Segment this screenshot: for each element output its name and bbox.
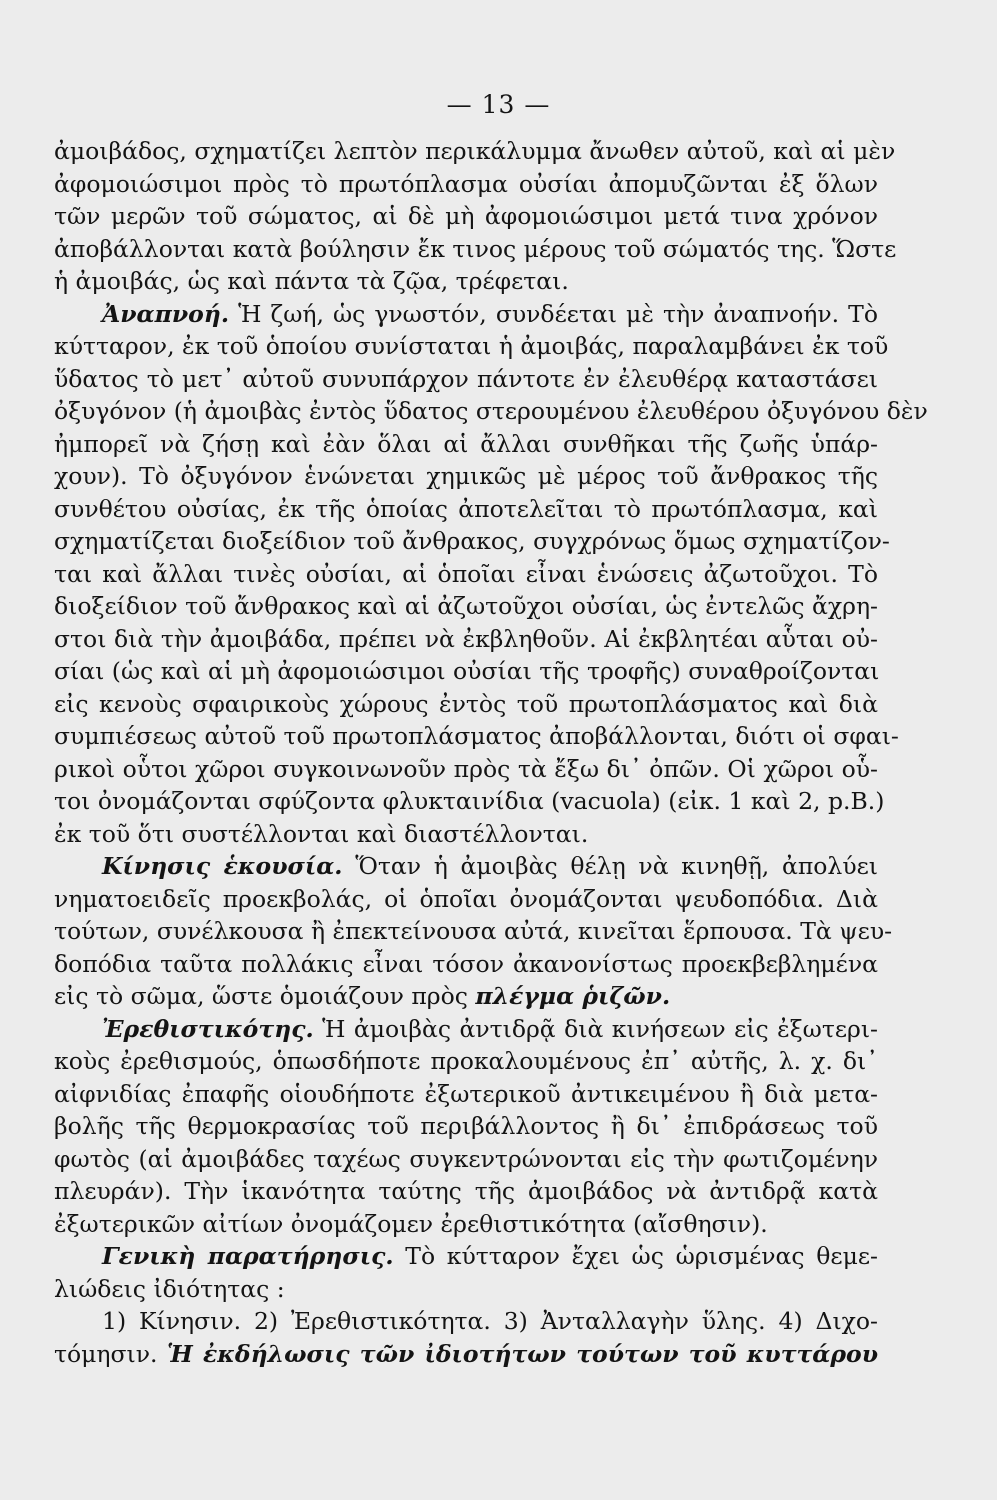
line-text: τοι ὀνομάζονται σφύζοντα φλυκταινίδια (vacuola) (εἰκ. 1 καὶ 2, p.B.) <box>54 787 885 815</box>
emphasis-text: Ἐρεθιστικότης. <box>102 1014 314 1043</box>
text-line <box>54 558 878 591</box>
text-line <box>54 1240 878 1273</box>
emphasis-text: Ἡ ἐκδήλωσις τῶν ἰδιοτήτων τούτων τοῦ κυττάρου <box>167 1339 879 1368</box>
text-line <box>54 298 878 331</box>
text-line <box>54 233 897 266</box>
text-line <box>54 1208 878 1241</box>
line-text: ἐκ τοῦ ὅτι συστέλλονται καὶ διαστέλλονται. <box>54 819 589 848</box>
text-line <box>54 948 878 981</box>
text-line <box>54 460 878 493</box>
text-line <box>54 818 878 851</box>
text-line <box>54 590 878 623</box>
line-text: ἀφομοιώσιμοι πρὸς τὸ πρωτόπλασμα οὐσίαι ἀπομυζῶνται ἐξ ὅλων <box>54 169 878 198</box>
line-text: Ὅταν ἡ ἀμοιβὰς θέλῃ νὰ κινηθῇ, ἀπολύει <box>342 852 879 880</box>
line-text: συνθέτου οὐσίας, ἐκ τῆς ὁποίας ἀποτελεῖται τὸ πρωτόπλασμα, καὶ <box>54 494 878 523</box>
line-text: κύτταρον, ἐκ τοῦ ὁποίου συνίσταται ἡ ἀμοιβάς, παραλαμβάνει ἐκ τοῦ <box>54 332 889 360</box>
line-text: αἰφνιδίας ἐπαφῆς οἱουδήποτε ἐξωτερικοῦ ἀντικειμένου ἢ διὰ μετα- <box>54 1079 878 1108</box>
emphasis-text: πλέγμα ῥιζῶν. <box>475 982 671 1010</box>
text-line <box>54 200 878 233</box>
text-line <box>54 655 878 688</box>
text-line <box>54 428 878 461</box>
text-line <box>54 1078 878 1111</box>
line-text: ται καὶ ἄλλαι τινὲς οὐσίαι, αἱ ὁποῖαι εἶναι ἑνώσεις ἀζωτοῦχοι. Τὸ <box>54 559 878 588</box>
text-line <box>54 525 890 558</box>
line-text: ἀμοιβάδος, σχηματίζει λεπτὸν περικάλυμμα ἄνωθεν αὐτοῦ, καὶ αἱ μὲν <box>54 137 896 165</box>
text-line <box>54 980 878 1013</box>
text-line <box>54 1338 878 1371</box>
line-text: χουν). Τὸ ὀξυγόνον ἑνώνεται χημικῶς μὲ μέρος τοῦ ἄνθρακος τῆς <box>54 462 878 490</box>
text-line <box>54 850 878 883</box>
emphasis-text: Γενικὴ παρατήρησις. <box>102 1242 394 1270</box>
line-text: τούτων, συνέλκουσα ἢ ἐπεκτείνουσα αὐτά, κινεῖται ἕρπουσα. Τὰ ψευ- <box>54 917 893 945</box>
text-line <box>54 363 878 396</box>
text-line <box>54 753 878 786</box>
line-text: ἐξωτερικῶν αἰτίων ὀνομάζομεν ἐρεθιστικότητα (αἴσθησιν). <box>54 1209 768 1238</box>
text-line <box>54 688 878 721</box>
line-text: εἰς τὸ σῶμα, ὥστε ὁμοιάζουν πρὸς <box>54 982 476 1010</box>
line-text: συμπιέσεως αὐτοῦ τοῦ πρωτοπλάσματος ἀποβάλλονται, διότι οἱ σφαι- <box>54 722 899 750</box>
text-line <box>54 1045 878 1078</box>
text-line <box>54 915 893 948</box>
text-line <box>54 1110 878 1143</box>
text-line <box>54 135 896 168</box>
text-line <box>54 623 878 656</box>
text-line <box>54 785 885 818</box>
line-text: φωτὸς (αἱ ἀμοιβάδες ταχέως συγκεντρώνονται εἰς τὴν φωτιζομένην <box>54 1144 878 1173</box>
body-text <box>54 135 928 1370</box>
line-text: νηματοειδεῖς προεκβολάς, οἱ ὁποῖαι ὀνομάζονται ψευδοπόδια. Διὰ <box>54 884 878 913</box>
line-text: σίαι (ὡς καὶ αἱ μὴ ἀφομοιώσιμοι οὐσίαι τῆς τροφῆς) συναθροίζονται <box>54 657 880 685</box>
line-text: τῶν μερῶν τοῦ σώματος, αἱ δὲ μὴ ἀφομοιώσιμοι μετά τινα χρόνον <box>54 202 878 230</box>
line-text: δοπόδια ταῦτα πολλάκις εἶναι τόσον ἀκανονίστως προεκβεβλημένα <box>54 949 878 978</box>
line-text: κοὺς ἐρεθισμούς, ὁπωσδήποτε προκαλουμένους ἐπ᾽ αὐτῆς, λ. χ. δι᾽ <box>54 1047 878 1075</box>
line-text: τόμησιν. <box>54 1339 168 1368</box>
line-text: σχηματίζεται διοξείδιον τοῦ ἄνθρακος, συγχρόνως ὅμως σχηματίζον- <box>54 527 890 555</box>
text-line <box>54 1013 878 1046</box>
text-line <box>54 720 899 753</box>
text-line <box>54 395 928 428</box>
text-line <box>54 330 889 363</box>
text-line <box>54 883 878 916</box>
line-text: εἰς κενοὺς σφαιρικοὺς χώρους ἐντὸς τοῦ πρωτοπλάσματος καὶ διὰ <box>54 689 878 718</box>
line-text: λιώδεις ἰδιότητας : <box>54 1274 285 1303</box>
line-text: Τὸ κύτταρον ἔχει ὡς ὡρισμένας θεμε- <box>393 1242 878 1270</box>
text-line <box>54 265 878 298</box>
line-text: Ἡ ἀμοιβὰς ἀντιδρᾷ διὰ κινήσεων εἰς ἐξωτερι- <box>313 1014 878 1043</box>
line-text: ἀποβάλλονται κατὰ βούλησιν ἔκ τινος μέρους τοῦ σώματός της. Ὥστε <box>54 234 897 263</box>
text-line <box>54 1175 878 1208</box>
line-text: πλευράν). Τὴν ἱκανότητα ταύτης τῆς ἀμοιβάδος νὰ ἀντιδρᾷ κατὰ <box>54 1177 878 1205</box>
line-text: ὀξυγόνον (ἡ ἀμοιβὰς ἐντὸς ὕδατος στερουμένου ἐλευθέρου ὀξυγόνου δὲν <box>54 397 928 425</box>
text-line <box>54 493 878 526</box>
line-text: ἡ ἀμοιβάς, ὡς καὶ πάντα τὰ ζῷα, τρέφεται. <box>54 267 569 295</box>
page-number: — 13 — <box>446 90 551 119</box>
text-line <box>54 168 878 201</box>
emphasis-text: Κίνησις ἑκουσία. <box>102 852 343 880</box>
line-text: ὕδατος τὸ μετ᾽ αὐτοῦ συνυπάρχον πάντοτε ἐν ἐλευθέρᾳ καταστάσει <box>54 364 878 393</box>
text-line <box>54 1273 878 1306</box>
line-text: Ἡ ζωή, ὡς γνωστόν, συνδέεται μὲ τὴν ἀναπνοήν. Τὸ <box>229 299 878 328</box>
text-line <box>54 1305 878 1338</box>
text-line <box>54 1143 878 1176</box>
line-text: διοξείδιον τοῦ ἄνθρακος καὶ αἱ ἀζωτοῦχοι οὐσίαι, ὡς ἐντελῶς ἄχρη- <box>54 592 878 620</box>
line-text: ρικοὶ οὗτοι χῶροι συγκοινωνοῦν πρὸς τὰ ἔξω δι᾽ ὀπῶν. Οἱ χῶροι οὗ- <box>54 754 878 783</box>
emphasis-text: Ἀναπνοή. <box>102 299 230 328</box>
line-text: στοι διὰ τὴν ἀμοιβάδα, πρέπει νὰ ἐκβληθοῦν. Αἱ ἐκβλητέαι αὗται οὐ- <box>54 624 878 653</box>
line-text: ἠμπορεῖ νὰ ζήσῃ καὶ ἐὰν ὅλαι αἱ ἄλλαι συνθῆκαι τῆς ζωῆς ὑπάρ- <box>54 429 878 458</box>
line-text: βολῆς τῆς θερμοκρασίας τοῦ περιβάλλοντος ἢ δι᾽ ἐπιδράσεως τοῦ <box>54 1112 878 1140</box>
line-text: 1) Κίνησιν. 2) Ἐρεθιστικότητα. 3) Ἀνταλλαγὴν ὕλης. 4) Διχο- <box>102 1307 878 1335</box>
